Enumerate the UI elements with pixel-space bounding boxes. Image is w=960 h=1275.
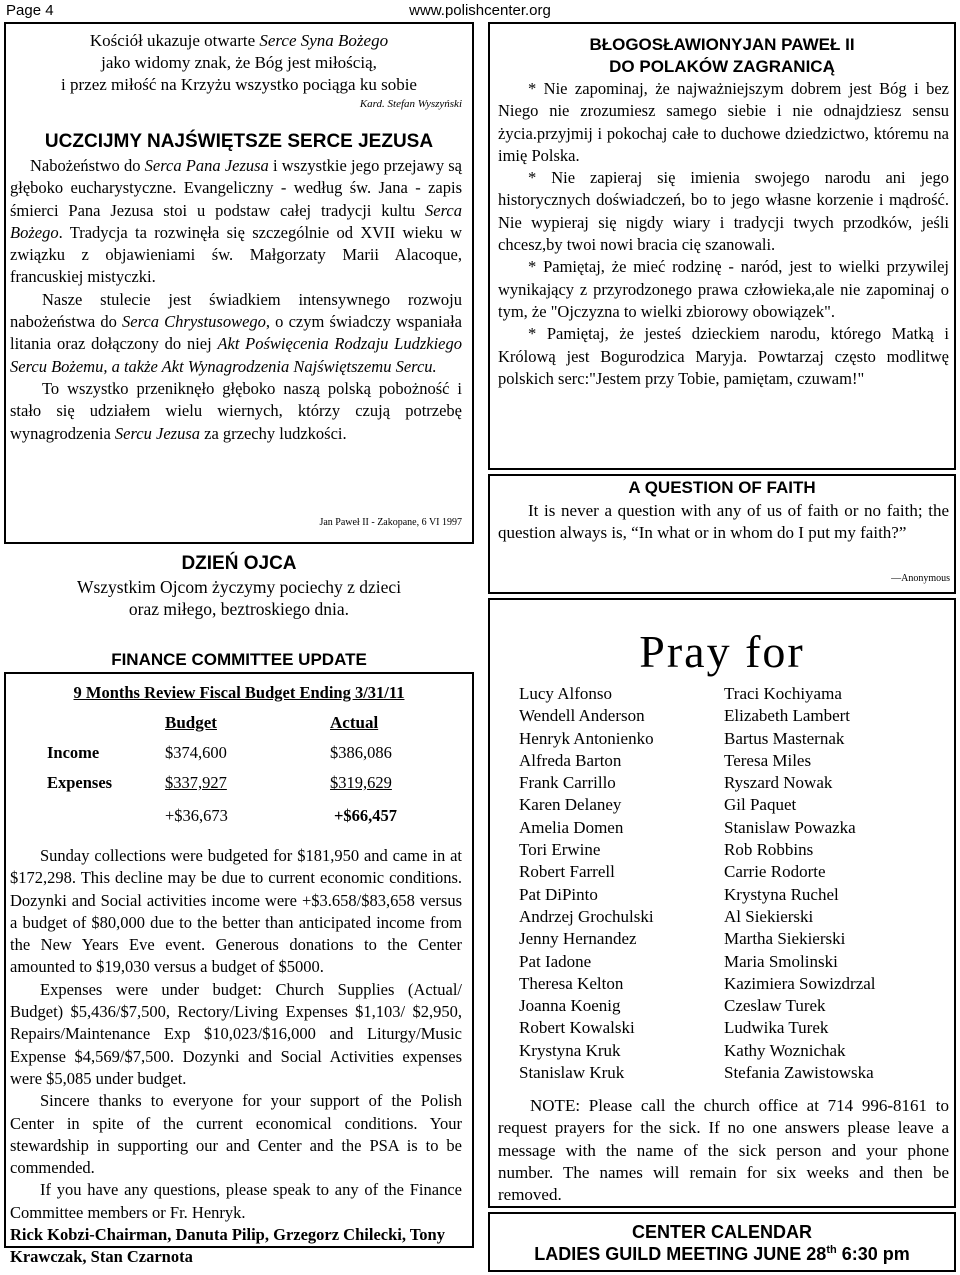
page-number: Page 4 bbox=[6, 2, 54, 19]
pray-name-item: Bartus Masternak bbox=[724, 728, 845, 748]
pray-name-item: Jenny Hernandez bbox=[519, 929, 637, 949]
sacred-heart-source: Jan Paweł II - Zakopane, 6 VI 1997 bbox=[319, 517, 462, 528]
pray-name-item: Elizabeth Lambert bbox=[724, 706, 851, 726]
finance-members: Rick Kobzi-Chairman, Danuta Pilip, Grzegorz Chilecki, Tony Krawczak, Stan Czarnota bbox=[10, 1225, 445, 1267]
pray-name-item: Wendell Anderson bbox=[519, 706, 645, 726]
expenses-actual: $319,629 bbox=[330, 773, 392, 792]
col-actual-header: Actual bbox=[330, 713, 379, 732]
income-actual: $386,086 bbox=[330, 743, 392, 762]
pray-names-left bbox=[519, 683, 654, 1084]
pray-name-item: Robert Farrell bbox=[519, 862, 615, 882]
blessing-text: * Nie zapominaj, że najważniejszym dobrem jest Bóg i bez Niego nie zrozumiesz samego siebie i nie odnajdziesz sensu życia.przyjmij i pokochaj całe to duchowe dziedzictwo, któremu na imię Polska. * Nie zapieraj się imienia swojego narodu ani jego historycznych doświadczeń, bo to jego własne korzenie i mądrość. Nie wypieraj się nigdy wiary i tradycji twych przodków, jeśli chcesz,by twoi nowi bracia cię szanowali. * Pamiętaj, że mieć rodzinę - naród, jest to wielki przywilej wynikający z przyrodzonego prawa człowieka,ale nie zapominaj o tym, że "Ojczyzna to wielki zbiorowy obowiązek". * Pamiętaj, że jesteś dzieckiem narodu, którego Matką i Królową jest Bogurodzica Maryja. Powtarzaj często modlitwę polskich serc:"Jestem przy Tobie, pamiętam, czuwam!" bbox=[498, 79, 949, 388]
pray-name-item: Ryszard Nowak bbox=[724, 773, 833, 793]
pray-name-item: Stanislaw Powazka bbox=[724, 817, 856, 837]
pray-name-item: Alfreda Barton bbox=[519, 750, 622, 770]
pray-name-item: Theresa Kelton bbox=[519, 973, 624, 993]
pray-name-item: Maria Smolinski bbox=[724, 951, 838, 971]
pray-name-item: Krystyna Kruk bbox=[519, 1040, 621, 1060]
pray-name-item: Lucy Alfonso bbox=[519, 684, 613, 703]
sacred-heart-text: Nabożeństwo do Serca Pana Jezusa i wszystkie jego przejawy są głęboko eucharystyczne. Evangeliczny - według św. Jana - zapis śmierci Pana Jezusa stoi u podstaw całej tradycji kultu Serca Bożego. Tradycja ta rozwinęła się szczególnie od XVII wieku w związku z objawieniami św. Małgorzaty Marii Alacoque, francuskiej mistyczki. Nasze stulecie jest świadkiem intensywnego rozwoju nabożeństwa do Serca Chrystusowego, o czym świadczy wspaniała litania oraz dołączony do niej Akt Poświęcenia Rodzaju Ludzkiego Sercu Bożemu, a także Akt Wynagrodzenia Najświętszemu Sercu. To wszystko przeniknęło głęboko naszą polską pobożność i stało się udziałem wielu wiernych, którzy czują potrzebę wynagrodzenia Sercu Jezusa za grzechy ludzkości. bbox=[10, 156, 462, 443]
pray-name-item: Al Siekierski bbox=[724, 906, 814, 926]
pray-name-item: Pat Iadone bbox=[519, 951, 592, 971]
pray-name-item: Rob Robbins bbox=[724, 840, 814, 860]
col-budget-header: Budget bbox=[165, 713, 217, 732]
finance-subtitle: 9 Months Review Fiscal Budget Ending 3/31/11 bbox=[73, 683, 405, 702]
fathers-day-text: Wszystkim Ojcom życzymy pociechy z dzieci oraz miłego, beztroskiego dnia. bbox=[76, 577, 402, 619]
pray-name-item: Czeslaw Turek bbox=[724, 996, 826, 1016]
pray-name-item: Andrzej Grochulski bbox=[519, 906, 654, 926]
pray-note: NOTE: Please call the church office at 714 996-8161 to request prayers for the sick. If no one answers please leave a message with the name of the sick person and your phone number. The names will remain for six weeks and then be removed. bbox=[498, 1096, 949, 1205]
net-budget: +$36,673 bbox=[165, 806, 228, 825]
pray-name-item: Frank Carrillo bbox=[519, 773, 616, 793]
quote-block: Kościół ukazuje otwarte Serce Syna Bożego jako widomy znak, że Bóg jest miłością, i przez miłość na Krzyżu wszystko pociąga ku sobie bbox=[61, 31, 417, 94]
sacred-heart-title: UCZCIJMY NAJŚWIĘTSZE SERCE JEZUSA bbox=[44, 131, 434, 152]
pray-name-item: Teresa Miles bbox=[724, 750, 812, 770]
website-url[interactable]: www.polishcenter.org bbox=[409, 2, 551, 19]
pray-name-item: Karen Delaney bbox=[519, 795, 622, 815]
income-label: Income bbox=[47, 743, 100, 762]
pray-name-item: Kazimiera Sowizdrzal bbox=[724, 973, 876, 993]
pray-name-item: Stanislaw Kruk bbox=[519, 1063, 625, 1083]
pray-name-item: Martha Siekierski bbox=[724, 929, 846, 949]
pray-name-item: Amelia Domen bbox=[519, 817, 624, 837]
calendar-title: CENTER CALENDAR bbox=[632, 1222, 812, 1242]
pray-name-item: Traci Kochiyama bbox=[724, 684, 842, 703]
income-budget: $374,600 bbox=[165, 743, 227, 762]
pray-name-item: Tori Erwine bbox=[519, 840, 601, 860]
expenses-budget: $337,927 bbox=[165, 773, 227, 792]
pray-name-item: Henryk Antonienko bbox=[519, 728, 654, 748]
pray-name-item: Krystyna Ruchel bbox=[724, 884, 839, 904]
pray-name-item: Joanna Koenig bbox=[519, 996, 621, 1016]
pray-name-item: Pat DiPinto bbox=[519, 884, 598, 904]
quote-author: Kard. Stefan Wyszyński bbox=[359, 98, 462, 110]
blessing-title: BŁOGOSŁAWIONYJAN PAWEŁ II DO POLAKÓW ZAGRANICĄ bbox=[589, 35, 855, 76]
faith-author: —Anonymous bbox=[891, 573, 950, 584]
expenses-label: Expenses bbox=[47, 773, 113, 792]
faith-title: A QUESTION OF FAITH bbox=[628, 478, 816, 497]
faith-text: It is never a question with any of us of faith or no faith; the question always is, “In what or in whom do I put my faith?” bbox=[498, 501, 949, 543]
pray-name-item: Gil Paquet bbox=[724, 795, 797, 815]
fathers-day-title: DZIEŃ OJCA bbox=[181, 553, 297, 574]
pray-name-item: Robert Kowalski bbox=[519, 1018, 635, 1038]
pray-name-item: Carrie Rodorte bbox=[724, 862, 826, 882]
finance-text: Sunday collections were budgeted for $181,950 and came in at $172,298. This decline may be due to current economic conditions. Dozynki and Social activities income were +$3.658/$83,658 versus a budget of $80,000 due to the better than anticipated income from the New Years Eve event. Generous donations to the Center amounted to $19,030 versus a budget of $5000. Expenses were under budget: Church Supplies (Actual/ Budget) $5,436/$7,500, Rectory/Living Expenses $1,103/ $2,950, Repairs/Maintenance Exp $10,023/$16,000 and Liturgy/Music Expense $4,569/$7,500. Dozynki and Social Activities expenses were $5,085 under budget. Sincere thanks to everyone for your support of the Polish Center in spite of the current economical conditions. Your stewardship in supporting our and Center and the PSA is to be commended. If you have any questions, please speak to any of the Finance Committee members or Fr. Henryk. Rick Kobzi-Chairman, Danuta Pilip, Grzegorz Chilecki, Tony Krawczak, Stan Czarnota bbox=[10, 845, 462, 1269]
pray-name-item: Ludwika Turek bbox=[724, 1018, 829, 1038]
net-actual: +$66,457 bbox=[334, 806, 398, 825]
finance-title: FINANCE COMMITTEE UPDATE bbox=[111, 650, 367, 669]
pray-name-item: Kathy Woznichak bbox=[724, 1040, 846, 1060]
calendar-event: LADIES GUILD MEETING JUNE 28th 6:30 pm bbox=[534, 1244, 910, 1264]
pray-names-right bbox=[724, 683, 876, 1084]
pray-name-item: Stefania Zawistowska bbox=[724, 1063, 874, 1083]
pray-for-title: Pray for bbox=[639, 626, 805, 677]
